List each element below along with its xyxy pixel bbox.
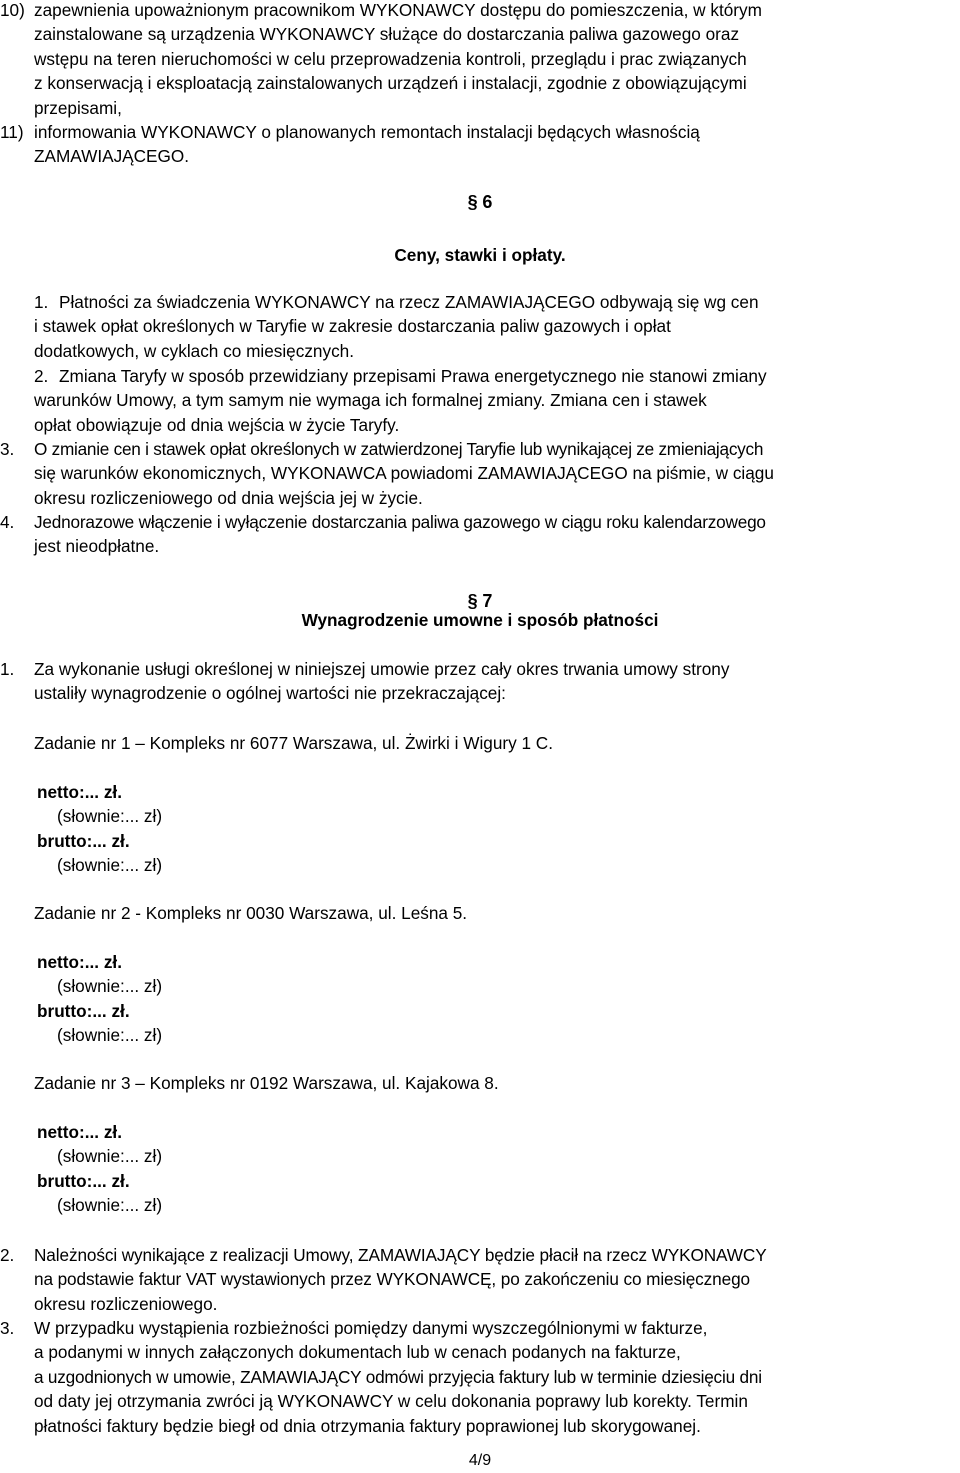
text-line: okresu rozliczeniowego od dnia wejścia jej w życie. [34, 487, 423, 508]
text-line: a uzgodnionych w umowie, ZAMAWIAJĄCY odmówi przyjęcia faktury lub w terminie dziesięciu dni [34, 1366, 762, 1387]
item-number: 3. [0, 1318, 15, 1338]
text-line: płatności faktury będzie biegł od dnia otrzymania faktury poprawionej lub skorygowanej. [34, 1415, 701, 1436]
text-line: warunków Umowy, a tym samym nie wymaga ich formalnej zmiany. Zmiana cen i stawek [34, 390, 707, 411]
brutto-line: brutto:... zł. [37, 1170, 130, 1191]
netto-line: netto:... zł. [37, 782, 122, 802]
text-line: z konserwacją i eksploatacją zainstalowanych urządzeń i instalacji, zgodnie z obowiązującymi [34, 73, 747, 94]
text-line: ustaliły wynagrodzenie o ogólnej wartości nie przekraczającej: [34, 683, 506, 704]
brutto-line: brutto:... zł. [37, 830, 130, 851]
netto-line: netto:... zł. [37, 1122, 122, 1142]
text-line: opłat obowiązuje od dnia wejścia w życie Taryfy. [34, 414, 400, 435]
item-number: 3. [0, 439, 15, 459]
text-line: na podstawie faktur VAT wystawionych przez WYKONAWCĘ, po zakończeniu co miesięcznego [34, 1269, 751, 1290]
task-title: Zadanie nr 1 – Kompleks nr 6077 Warszawa, ul. Żwirki i Wigury 1 C. [34, 733, 553, 753]
task-title: Zadanie nr 3 – Kompleks nr 0192 Warszawa, ul. Kajakowa 8. [34, 1073, 499, 1093]
text-line: O zmianie cen i stawek opłat określonych w zatwierdzonej Taryfie lub wynikającej ze zmieniających [34, 439, 764, 459]
text-line: okresu rozliczeniowego. [34, 1293, 218, 1314]
item-number: 4. [0, 512, 15, 532]
text-line: W przypadku wystąpienia rozbieżności pomiędzy danymi wyszczególnionymi w fakturze, [34, 1318, 708, 1338]
text-line: zapewnienia upoważnionym pracownikom WYKONAWCY dostępu do pomieszczenia, w którym [34, 0, 762, 20]
text-line: wstępu na teren nieruchomości w celu przeprowadzenia kontroli, przeglądu i prac związanych [34, 48, 747, 69]
item-number: 1. [0, 659, 15, 679]
item-number: 10) [0, 0, 25, 20]
item-number: 1. [34, 292, 49, 312]
slownie-line [57, 1193, 870, 1217]
slownie-text: (słownie:... zł) [57, 1146, 163, 1167]
section-6-number [0, 190, 960, 214]
text-line: Za wykonanie usługi określonej w niniejszej umowie przez cały okres trwania umowy strony [34, 659, 730, 679]
slownie-text: (słownie:... zł) [57, 1195, 163, 1216]
text-line: a podanymi w innych załączonych dokumentach lub w cenach podanych na fakturze, [34, 1342, 681, 1363]
slownie-line [57, 974, 870, 998]
text-line: dodatkowych, w cyklach co miesięcznych. [34, 340, 355, 361]
netto-line: netto:... zł. [37, 952, 122, 972]
text-line: się warunków ekonomicznych, WYKONAWCA powiadomi ZAMAWIAJĄCEGO na piśmie, w ciągu [34, 463, 774, 484]
slownie-line [57, 853, 870, 877]
slownie-text: (słownie:... zł) [57, 855, 163, 876]
text-line: ZAMAWIAJĄCEGO. [34, 146, 190, 167]
item-number: 2. [0, 1245, 15, 1265]
item-number: 11) [0, 122, 24, 142]
text-line: od daty jej otrzymania zwróci ją WYKONAWCY w celu dokonania poprawy lub korekty. Termin [34, 1391, 748, 1412]
slownie-line [57, 1144, 870, 1168]
task-title: Zadanie nr 2 - Kompleks nr 0030 Warszawa, ul. Leśna 5. [34, 903, 468, 923]
slownie-text: (słownie:... zł) [57, 806, 163, 827]
section-6-title: Ceny, stawki i opłaty. [394, 245, 566, 265]
slownie-line [57, 1023, 870, 1047]
text-line: Jednorazowe włączenie i wyłączenie dostarczania paliwa gazowego w ciągu roku kalendarzowego [34, 512, 766, 532]
paragraph-sign: § [467, 192, 478, 212]
text-line: jest nieodpłatne. [34, 536, 160, 557]
section-number: 7 [482, 591, 493, 611]
text-line: Zmiana Taryfy w sposób przewidziany przepisami Prawa energetycznego nie stanowi zmiany [59, 366, 767, 386]
brutto-line: brutto:... zł. [37, 1000, 130, 1021]
page-number: 4/9 [468, 1452, 492, 1469]
section-number: 6 [482, 192, 493, 212]
slownie-text: (słownie:... zł) [57, 1025, 163, 1046]
text-line: przepisami, [34, 97, 122, 118]
slownie-line [57, 804, 870, 828]
slownie-text: (słownie:... zł) [57, 976, 163, 997]
section-7-title: Wynagrodzenie umowne i sposób płatności [301, 610, 659, 630]
text-line: Należności wynikające z realizacji Umowy, ZAMAWIAJĄCY będzie płacił na rzecz WYKONAWCY [34, 1245, 767, 1265]
text-line: zainstalowane są urządzenia WYKONAWCY służące do dostarczania paliwa gazowego oraz [34, 24, 740, 45]
paragraph-sign: § [467, 591, 478, 611]
item-number: 2. [34, 366, 49, 386]
text-line: informowania WYKONAWCY o planowanych remontach instalacji będących własnością [34, 122, 700, 142]
text-line: Płatności za świadczenia WYKONAWCY na rzecz ZAMAWIAJĄCEGO odbywają się wg cen [59, 292, 759, 312]
text-line: i stawek opłat określonych w Taryfie w zakresie dostarczania paliw gazowych i opłat [34, 316, 671, 337]
